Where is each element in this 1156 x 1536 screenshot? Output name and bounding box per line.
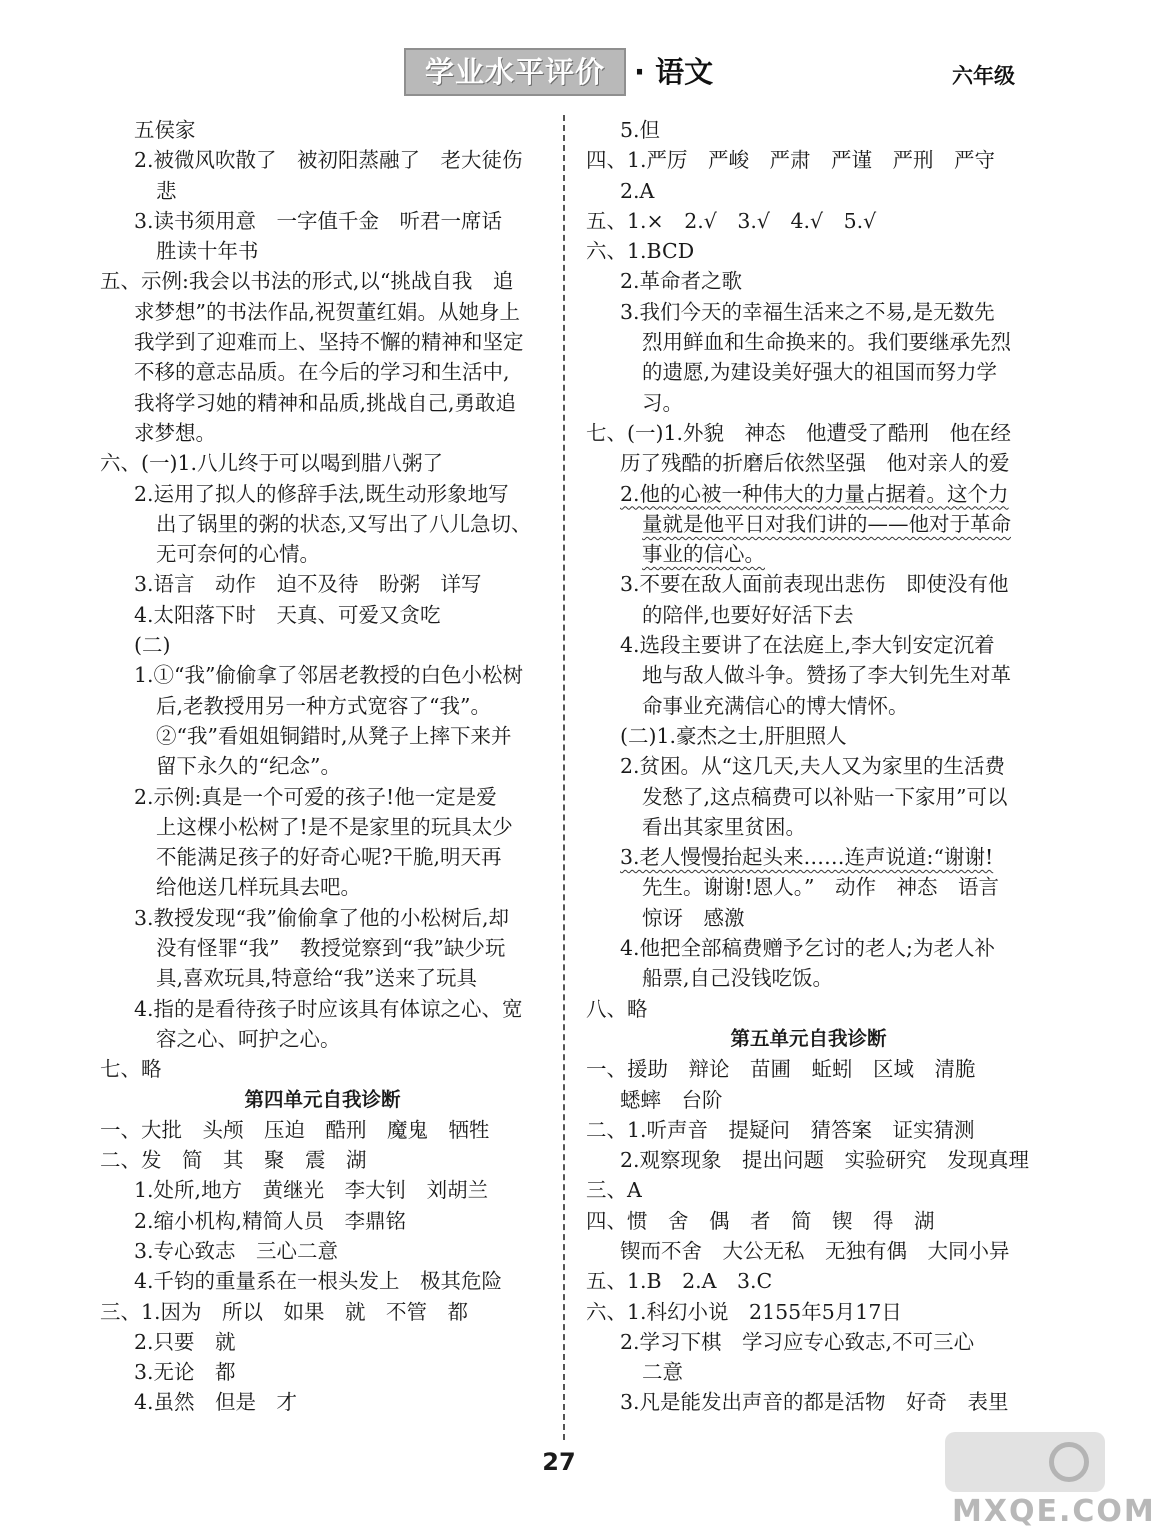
answer-line <box>100 660 545 690</box>
watermark-text: MXQE.COM <box>952 1494 1156 1529</box>
answer-line <box>586 1115 1031 1145</box>
answer-text: 二、发 简 其 聚 震 湖 <box>100 1148 367 1173</box>
answer-text: 3.教授发现“我”偷偷拿了他的小松树后,却 <box>134 905 510 930</box>
answer-line <box>586 145 1031 175</box>
answer-text: 3.凡是能发出声音的都是活物 好奇 表里 <box>620 1390 1009 1415</box>
answer-text: 六、(一)1.八儿终于可以喝到腊八粥了 <box>100 451 444 476</box>
answer-line <box>100 1297 545 1327</box>
answer-text: 4.虽然 但是 才 <box>134 1390 298 1415</box>
watermark-logo-icon <box>945 1432 1105 1492</box>
page-number: 27 <box>542 1448 576 1476</box>
answer-line <box>100 327 545 357</box>
answer-text: 三、A <box>586 1178 642 1203</box>
answer-text: 不移的意志品质。在今后的学习和生活中, <box>134 360 510 385</box>
grade-label: 六年级 <box>952 64 1015 88</box>
answer-line <box>586 600 1031 630</box>
answer-text: 2.贫困。从“这几天,夫人又为家里的生活费 <box>620 754 1006 779</box>
answer-line <box>586 872 1031 902</box>
answer-text: 4.他把全部稿费赠予乞讨的老人;为老人补 <box>620 936 995 961</box>
answer-line <box>586 115 1031 145</box>
answer-line <box>586 206 1031 236</box>
answer-text: 上这棵小松树了!是不是家里的玩具太少 <box>156 814 513 839</box>
answer-text: 船票,自己没钱吃饭。 <box>642 966 834 991</box>
answer-line <box>586 327 1031 357</box>
answer-line <box>100 1327 545 1357</box>
answer-text: 的陪伴,也要好好活下去 <box>642 602 854 627</box>
answer-text: 后,老教授用另一种方式宽容了“我”。 <box>156 693 491 718</box>
subject-title: · 语文 <box>634 55 714 89</box>
answer-line <box>100 630 545 660</box>
answer-text: 五侯家 <box>134 118 196 142</box>
answer-text: (二) <box>134 633 171 658</box>
answer-text: 八、略 <box>586 996 648 1021</box>
answer-text: 发愁了,这点稿费可以补贴一下家用”可以 <box>642 784 1008 809</box>
answer-text: 2.观察现象 提出问题 实验研究 发现真理 <box>620 1148 1030 1173</box>
answer-text: 的遗愿,为建设美好强大的祖国而努力学 <box>642 360 998 385</box>
answer-line <box>100 721 545 751</box>
answer-line <box>586 721 1031 751</box>
answer-text: ②“我”看姐姐铜錯时,从凳子上摔下来并 <box>156 723 512 748</box>
answer-text: 2.示例:真是一个可爱的孩子!他一定是爱 <box>134 784 497 809</box>
answer-line <box>586 1266 1031 1296</box>
answer-text: 4.太阳落下时 天真、可爱又贪吃 <box>134 602 441 627</box>
answer-text: 烈用鲜血和生命换来的。我们要继承先烈 <box>642 330 1011 355</box>
answer-line <box>586 266 1031 296</box>
answer-line <box>586 1387 1031 1417</box>
answer-line <box>586 1085 1031 1115</box>
answer-text: 2.运用了拟人的修辞手法,既生动形象地写 <box>134 481 509 506</box>
answer-text: 2.学习下棋 学习应专心致志,不可三心 <box>620 1329 975 1354</box>
answer-text: 五、1.B 2.A 3.C <box>586 1269 773 1294</box>
page-header <box>0 44 1118 104</box>
answer-line <box>100 509 545 539</box>
answer-line <box>586 630 1031 660</box>
answer-line <box>586 357 1031 387</box>
answer-line <box>100 539 545 569</box>
answer-text: 1.①“我”偷偷拿了邻居老教授的白色小松树 <box>134 663 524 688</box>
answer-text: 量就是他平日对我们讲的——他对于革命 <box>642 511 1011 536</box>
answer-line <box>100 1054 545 1084</box>
answer-line <box>586 782 1031 812</box>
answer-text: 3.无论 都 <box>134 1360 236 1385</box>
answer-text: 2.只要 就 <box>134 1329 236 1354</box>
answer-line <box>586 1054 1031 1084</box>
answer-text: 看出其家里贫困。 <box>642 814 806 839</box>
answer-line <box>100 206 545 236</box>
answer-text: 4.指的是看待孩子时应该具有体谅之心、宽 <box>134 996 523 1021</box>
answer-line <box>586 448 1031 478</box>
answer-line <box>586 236 1031 266</box>
answer-text: 留下永久的“纪念”。 <box>156 754 341 779</box>
right-answer-column <box>586 115 1031 1418</box>
answer-line <box>100 145 545 175</box>
answer-text: 二意 <box>642 1360 683 1385</box>
answer-text: 命事业充满信心的博大情怀。 <box>642 693 909 718</box>
answer-text: 四、惯 舍 偶 者 简 锲 得 湖 <box>586 1208 935 1233</box>
answer-text: 七、略 <box>100 1057 162 1082</box>
answer-line <box>586 660 1031 690</box>
answer-text: 五、示例:我会以书法的形式,以“挑战自我 追 <box>100 269 514 294</box>
answer-line <box>586 539 1031 569</box>
series-title-badge: 学业水平评价 <box>404 48 626 96</box>
answer-text: 蟋蟀 台阶 <box>620 1087 723 1112</box>
answer-line <box>100 751 545 781</box>
answer-line <box>100 1266 545 1296</box>
answer-line <box>100 297 545 327</box>
answer-text: 3.语言 动作 迫不及待 盼粥 详写 <box>134 572 482 597</box>
answer-line <box>100 1206 545 1236</box>
answer-text: 3.专心致志 三心二意 <box>134 1238 339 1263</box>
answer-line <box>586 176 1031 206</box>
answer-line <box>100 569 545 599</box>
answer-line <box>100 1357 545 1387</box>
section-heading <box>100 1085 545 1115</box>
answer-line <box>100 782 545 812</box>
answer-text: 悲 <box>156 178 177 203</box>
answer-text: 二、1.听声音 提疑问 猜答案 证实猜测 <box>586 1117 975 1142</box>
answer-text: 我学到了迎难而上、坚持不懈的精神和坚定 <box>134 330 524 355</box>
answer-line <box>100 691 545 721</box>
answer-text: 四、1.严厉 严峻 严肃 严谨 严刑 严守 <box>586 148 996 173</box>
answer-line <box>586 751 1031 781</box>
answer-text: 习。 <box>642 390 683 415</box>
answer-line <box>100 842 545 872</box>
answer-line <box>586 691 1031 721</box>
answer-text: 我将学习她的精神和品质,挑战自己,勇敢追 <box>134 390 517 415</box>
answer-line <box>586 842 1031 872</box>
answer-line <box>586 1145 1031 1175</box>
answer-text: 第四单元自我诊断 <box>244 1087 401 1111</box>
answer-text: 2.革命者之歌 <box>620 269 743 294</box>
answer-line <box>586 812 1031 842</box>
answer-text: (二)1.豪杰之士,肝胆照人 <box>620 723 847 748</box>
answer-line <box>100 1175 545 1205</box>
answer-line <box>100 388 545 418</box>
answer-line <box>586 1236 1031 1266</box>
answer-line <box>586 509 1031 539</box>
answer-text: 4.选段主要讲了在法庭上,李大钊安定沉着 <box>620 633 995 658</box>
answer-text: 事业的信心。 <box>642 542 765 567</box>
answer-line <box>586 388 1031 418</box>
left-answer-column <box>100 115 545 1418</box>
answer-text: 无可奈何的心情。 <box>156 542 320 567</box>
answer-text: 求梦想”的书法作品,祝贺董红娟。从她身上 <box>134 299 520 324</box>
answer-text: 六、1.科幻小说 2155年5月17日 <box>586 1299 902 1324</box>
answer-text: 2.被微风吹散了 被初阳蒸融了 老大徒伤 <box>134 148 523 173</box>
answer-line <box>100 600 545 630</box>
answer-line <box>100 418 545 448</box>
answer-text: 地与敌人做斗争。赞扬了李大钊先生对革 <box>642 663 1011 688</box>
answer-line <box>100 176 545 206</box>
answer-line <box>586 1175 1031 1205</box>
answer-text: 1.处所,地方 黄继光 李大钊 刘胡兰 <box>134 1178 489 1203</box>
answer-text: 五、1.× 2.√ 3.√ 4.√ 5.√ <box>586 208 877 233</box>
answer-line <box>100 963 545 993</box>
answer-text: 三、1.因为 所以 如果 就 不管 都 <box>100 1299 469 1324</box>
answer-line <box>100 1387 545 1417</box>
answer-line <box>586 1206 1031 1236</box>
answer-line <box>100 872 545 902</box>
answer-text: 先生。谢谢!恩人。” 动作 神态 语言 <box>642 875 999 900</box>
answer-line <box>586 1297 1031 1327</box>
answer-line <box>586 1327 1031 1357</box>
answer-text: 3.读书须用意 一字值千金 听君一席话 <box>134 208 503 233</box>
answer-text: 第五单元自我诊断 <box>730 1026 887 1050</box>
answer-line <box>586 903 1031 933</box>
answer-text: 3.我们今天的幸福生活来之不易,是无数先 <box>620 299 995 324</box>
answer-line <box>586 933 1031 963</box>
answer-text: 4.千钧的重量系在一根头发上 极其危险 <box>134 1269 503 1294</box>
column-divider <box>563 115 565 1440</box>
answer-line <box>100 1024 545 1054</box>
answer-line <box>586 297 1031 327</box>
answer-text: 历了残酷的折磨后依然坚强 他对亲人的爱 <box>620 451 1010 476</box>
answer-text: 锲而不舍 大公无私 无独有偶 大同小异 <box>620 1238 1010 1263</box>
answer-text: 2.他的心被一种伟大的力量占据着。这个力 <box>620 481 1009 506</box>
answer-line <box>586 479 1031 509</box>
answer-line <box>100 236 545 266</box>
answer-text: 具,喜欢玩具,特意给“我”送来了玩具 <box>156 966 477 991</box>
answer-line <box>100 357 545 387</box>
answer-text: 胜读十年书 <box>156 239 259 264</box>
answer-line <box>586 569 1031 599</box>
answer-text: 七、(一)1.外貌 神态 他遭受了酷刑 他在经 <box>586 420 1012 445</box>
answer-text: 容之心、呵护之心。 <box>156 1026 341 1051</box>
answer-line <box>100 812 545 842</box>
answer-text: 没有怪罪“我” 教授觉察到“我”缺少玩 <box>156 936 506 961</box>
answer-text: 一、援助 辩论 苗圃 蚯蚓 区域 清脆 <box>586 1057 976 1082</box>
answer-line <box>100 115 545 145</box>
answer-line <box>100 994 545 1024</box>
answer-line <box>586 963 1031 993</box>
answer-text: 六、1.BCD <box>586 239 695 264</box>
answer-text: 不能满足孩子的好奇心呢?干脆,明天再 <box>156 845 502 870</box>
answer-line <box>100 903 545 933</box>
answer-text: 求梦想。 <box>134 420 216 445</box>
answer-line <box>100 479 545 509</box>
answer-line <box>100 1236 545 1266</box>
answer-text: 一、大批 头颅 压迫 酷刑 魔鬼 牺牲 <box>100 1117 490 1142</box>
answer-text: 惊讶 感激 <box>642 905 745 930</box>
answer-text: 2.A <box>620 178 655 203</box>
answer-text: 3.不要在敌人面前表现出悲伤 即使没有他 <box>620 572 1009 597</box>
section-heading <box>586 1024 1031 1054</box>
answer-text: 5.但 <box>620 118 661 142</box>
answer-line <box>100 266 545 296</box>
answer-line <box>586 418 1031 448</box>
answer-line <box>586 994 1031 1024</box>
answer-line <box>586 1357 1031 1387</box>
answer-text: 出了锅里的粥的状态,又写出了八儿急切、 <box>156 511 532 536</box>
answer-text: 3.老人慢慢抬起头来……连声说道:“谢谢! <box>620 845 994 870</box>
answer-text: 给他送几样玩具去吧。 <box>156 875 361 900</box>
answer-line <box>100 1145 545 1175</box>
answer-line <box>100 933 545 963</box>
answer-line <box>100 1115 545 1145</box>
answer-text: 2.缩小机构,精简人员 李鼎铭 <box>134 1208 407 1233</box>
answer-line <box>100 448 545 478</box>
